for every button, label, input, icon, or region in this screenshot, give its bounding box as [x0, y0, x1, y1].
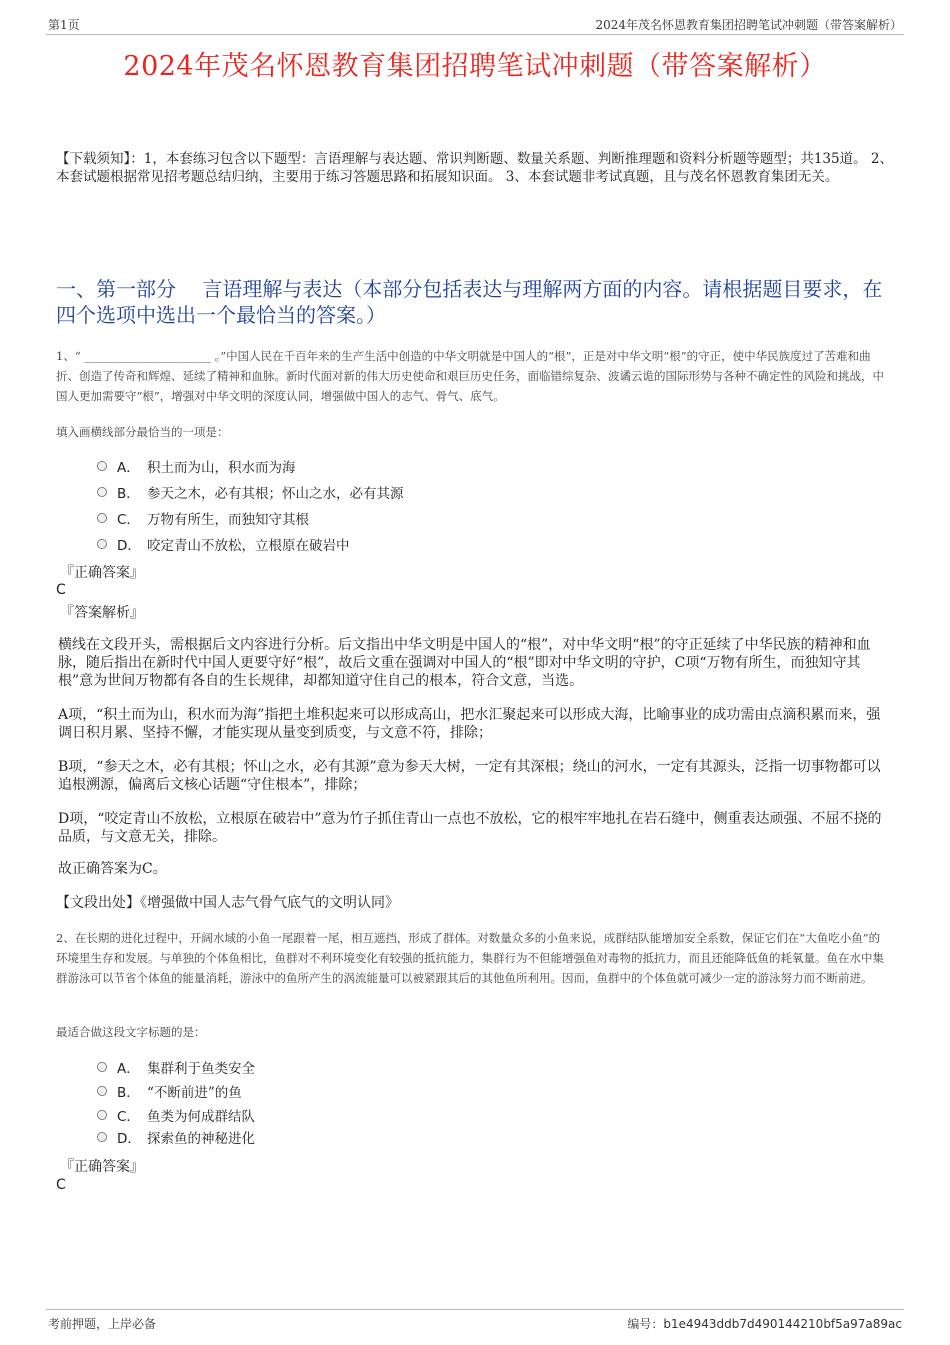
option-b[interactable] — [97, 479, 404, 505]
option-b[interactable] — [97, 1079, 255, 1103]
question-1-options — [97, 453, 404, 557]
radio-icon[interactable] — [97, 1132, 107, 1142]
option-text: 鱼类为何成群结队 — [147, 1109, 255, 1125]
answer-value: C — [56, 582, 66, 598]
option-letter: C． — [117, 512, 140, 528]
analysis-label: 『答案解析』 — [60, 605, 144, 621]
answer-value: C — [56, 1177, 66, 1193]
passage-source: 【文段出处】《增强做中国人志气骨气底气的文明认同》 — [56, 895, 399, 911]
footer-code — [627, 1315, 902, 1332]
page-footer — [46, 1309, 904, 1332]
option-letter: D． — [117, 538, 141, 554]
section-title: 一、第一部分 言语理解与表达（本部分包括表达与理解两方面的内容。请根据题目要求，在四个选项中选出一个最恰当的答案。） — [56, 277, 883, 327]
code-value: b1e4943ddb7d490144210bf5a97a89ac — [663, 1317, 902, 1331]
question-2-ask: 最适合做这段文字标题的是： — [56, 1025, 206, 1039]
option-text: 积土而为山，积水而为海 — [147, 460, 296, 476]
radio-icon[interactable] — [97, 487, 107, 497]
question-1-stem: 1、“ ______________________ 。”中国人民在千百年来的生产生活中创造的中华文明就是中国人的“根”，正是对中华文明“根”的守正，使中华民族度过了苦难和曲折、创造了传奇和辉煌、延续了精神和血脉。新时代面对新的伟大历史使命和艰巨历史任务，面临错综复杂、波谲云诡的国际形势与各种不确定性的风险和挑战，中国人更加需要守“根”，增强对中华文明的深度认同，增强做中国人的志气、骨气、底气。 — [56, 349, 884, 403]
option-letter: A． — [117, 1061, 140, 1077]
option-letter: D． — [117, 1131, 141, 1147]
option-text: 探索鱼的神秘进化 — [147, 1131, 255, 1147]
question-1-ask: 填入画横线部分最恰当的一项是： — [56, 425, 229, 439]
option-text: 万物有所生，而独知守其根 — [147, 512, 309, 528]
option-letter: B． — [117, 1085, 140, 1101]
radio-icon[interactable] — [97, 513, 107, 523]
footer-slogan: 考前押题，上岸必备 — [48, 1317, 157, 1331]
answer-label: 『正确答案』 — [60, 1159, 144, 1175]
option-d[interactable] — [97, 531, 404, 557]
page-header — [46, 14, 904, 35]
radio-icon[interactable] — [97, 1086, 107, 1096]
page-number: 第1页 — [48, 18, 80, 32]
download-notice: 【下载须知】：1，本套练习包含以下题型：言语理解与表达题、常识判断题、数量关系题、判断推理题和资料分析题等题型；共135道。 2、本套试题根据常见招考题总结归纳，主要用于练习答题思路和拓展知识面。 3、本套试题非考试真题，且与茂名怀恩教育集团无关。 — [56, 151, 893, 185]
option-text: 集群利于鱼类安全 — [147, 1061, 255, 1077]
analysis-conclusion: 故正确答案为C。 — [58, 861, 167, 877]
option-c[interactable] — [97, 1103, 255, 1127]
analysis-paragraph: 横线在文段开头，需根据后文内容进行分析。后文指出中华文明是中国人的“根”，对中华文明“根”的守正延续了中华民族的精神和血脉，随后指出在新时代中国人更要守好“根”，故后文重在强调对中国人的“根”即对中华文明的守护，C项“万物有所生，而独知守其根”意为世间万物都有各自的生长规律，却都知道守住自己的根本，符合文意，当选。 — [58, 637, 871, 689]
document-title: 2024年茂名怀恩教育集团招聘笔试冲刺题（带答案解析） — [123, 51, 827, 82]
option-text: 参天之木，必有其根；怀山之水，必有其源 — [147, 486, 404, 502]
question-2-stem: 2、在长期的进化过程中，开阔水域的小鱼一尾跟着一尾，相互遮挡，形成了群体。对数量众多的小鱼来说，成群结队能增加安全系数，保证它们在“大鱼吃小鱼”的环境里生存和发展。与单独的个体鱼相比，鱼群对不利环境变化有较强的抵抗能力，集群行为不但能增强鱼对毒物的抵抗力，而且还能降低鱼的耗氧量。鱼在水中集群游泳可以节省个体鱼的能量消耗，游泳中的鱼所产生的涡流能量可以被紧跟其后的其他鱼所利用。因而，鱼群中的个体鱼就可减少一定的游泳努力而不断前进。 — [56, 931, 884, 985]
radio-icon[interactable] — [97, 461, 107, 471]
radio-icon[interactable] — [97, 1062, 107, 1072]
question-2-options — [97, 1055, 255, 1147]
option-letter: C． — [117, 1109, 140, 1125]
analysis-paragraph: B项，“参天之木，必有其根；怀山之水，必有其源”意为参天大树，一定有其深根；绕山的河水，一定有其源头，泛指一切事物都可以追根溯源，偏离后文核心话题“守住根本”，排除； — [58, 759, 881, 793]
radio-icon[interactable] — [97, 1110, 107, 1120]
option-letter: B． — [117, 486, 140, 502]
option-d[interactable] — [97, 1127, 255, 1147]
code-label: 编号： — [627, 1317, 664, 1331]
analysis-paragraph: D项，“咬定青山不放松，立根原在破岩中”意为竹子抓住青山一点也不放松，它的根牢牢地扎在岩石缝中，侧重表达顽强、不屈不挠的品质，与文意无关，排除。 — [58, 811, 882, 845]
answer-label: 『正确答案』 — [60, 565, 144, 581]
option-text: 咬定青山不放松，立根原在破岩中 — [147, 538, 350, 554]
option-letter: A． — [117, 460, 140, 476]
analysis-paragraph: A项，“积土而为山，积水而为海”指把土堆积起来可以形成高山，把水汇聚起来可以形成大海，比喻事业的成功需由点滴积累而来，强调日积月累、坚持不懈，才能实现从量变到质变，与文意不符，排除； — [58, 707, 881, 741]
option-text: “不断前进”的鱼 — [147, 1085, 242, 1101]
radio-icon[interactable] — [97, 539, 107, 549]
option-a[interactable] — [97, 1055, 255, 1079]
option-c[interactable] — [97, 505, 404, 531]
option-a[interactable] — [97, 453, 404, 479]
header-doc-title: 2024年茂名怀恩教育集团招聘笔试冲刺题（带答案解析） — [595, 18, 902, 32]
